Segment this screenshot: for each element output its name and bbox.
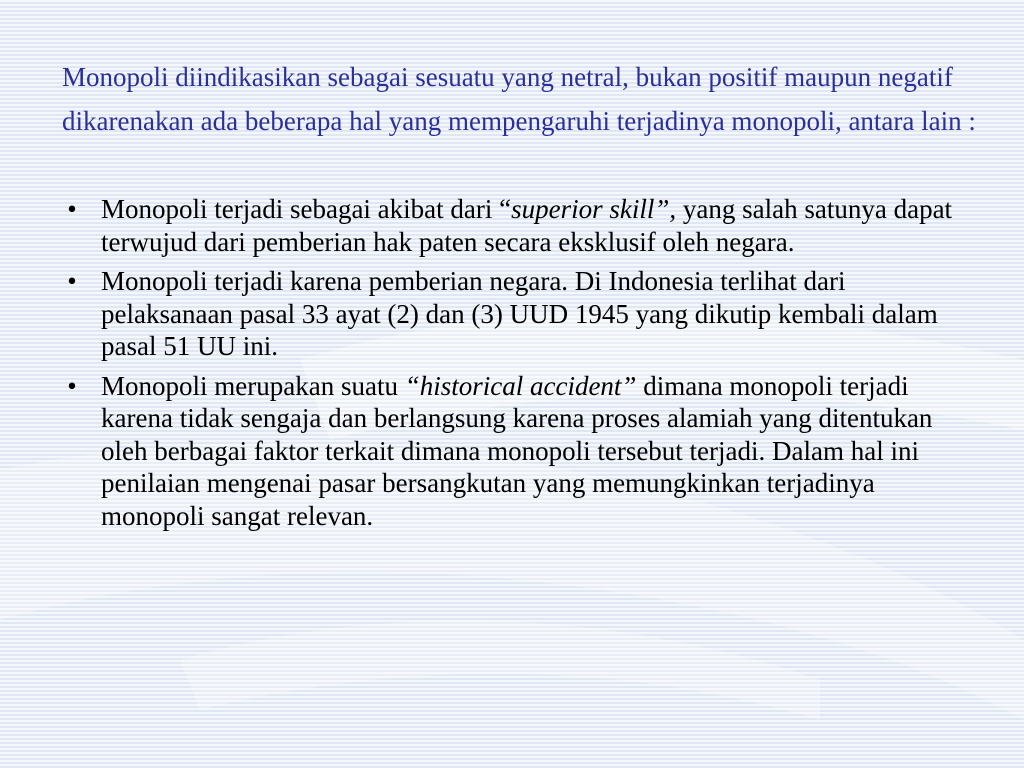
intro-paragraph: Monopoli diindikasikan sebagai sesuatu yang netral, bukan positif maupun negatif dikarenakan ada beberapa hal yang mempengaruhi terjadinya monopoli, antara lain : bbox=[62, 62, 976, 136]
bullet-dot-icon: • bbox=[67, 194, 77, 224]
bullet-dot-icon: • bbox=[67, 370, 77, 401]
bullet-item-pemberian-negara bbox=[62, 265, 982, 363]
bullet-text-end: yang salah satunya dapat terwujud dari pemberian hak paten secara eksklusif oleh negara. bbox=[101, 194, 953, 257]
bullet-text-italic: superior skill”, bbox=[511, 194, 677, 224]
bullet-text: Monopoli terjadi karena pemberian negara. Di Indonesia terlihat dari pelaksanaan pasal 33 ayat (2) dan (3) UUD 1945 yang dikutip kembali dalam pasal 51 UU ini. bbox=[101, 266, 938, 361]
bullet-list bbox=[62, 193, 982, 539]
bullet-text-start: Monopoli terjadi sebagai akibat dari “ bbox=[101, 194, 512, 224]
bullet-text-start: Monopoli merupakan suatu bbox=[101, 370, 405, 401]
bullet-dot-icon: • bbox=[67, 266, 77, 296]
bullet-text-italic: “historical accident” bbox=[404, 370, 637, 401]
bullet-text-end: dimana monopoli terjadi karena tidak sengaja dan berlangsung karena proses alamiah yang ditentukan oleh berbagai faktor terkait dimana monopoli tersebut terjadi. Dalam hal ini penilaian mengenai pasar bersangkutan yang memungkinkan terjadinya monopoli sangat relevan. bbox=[101, 370, 933, 531]
bullet-item-superior-skill bbox=[62, 193, 982, 258]
bullet-item-historical-accident bbox=[62, 370, 982, 533]
